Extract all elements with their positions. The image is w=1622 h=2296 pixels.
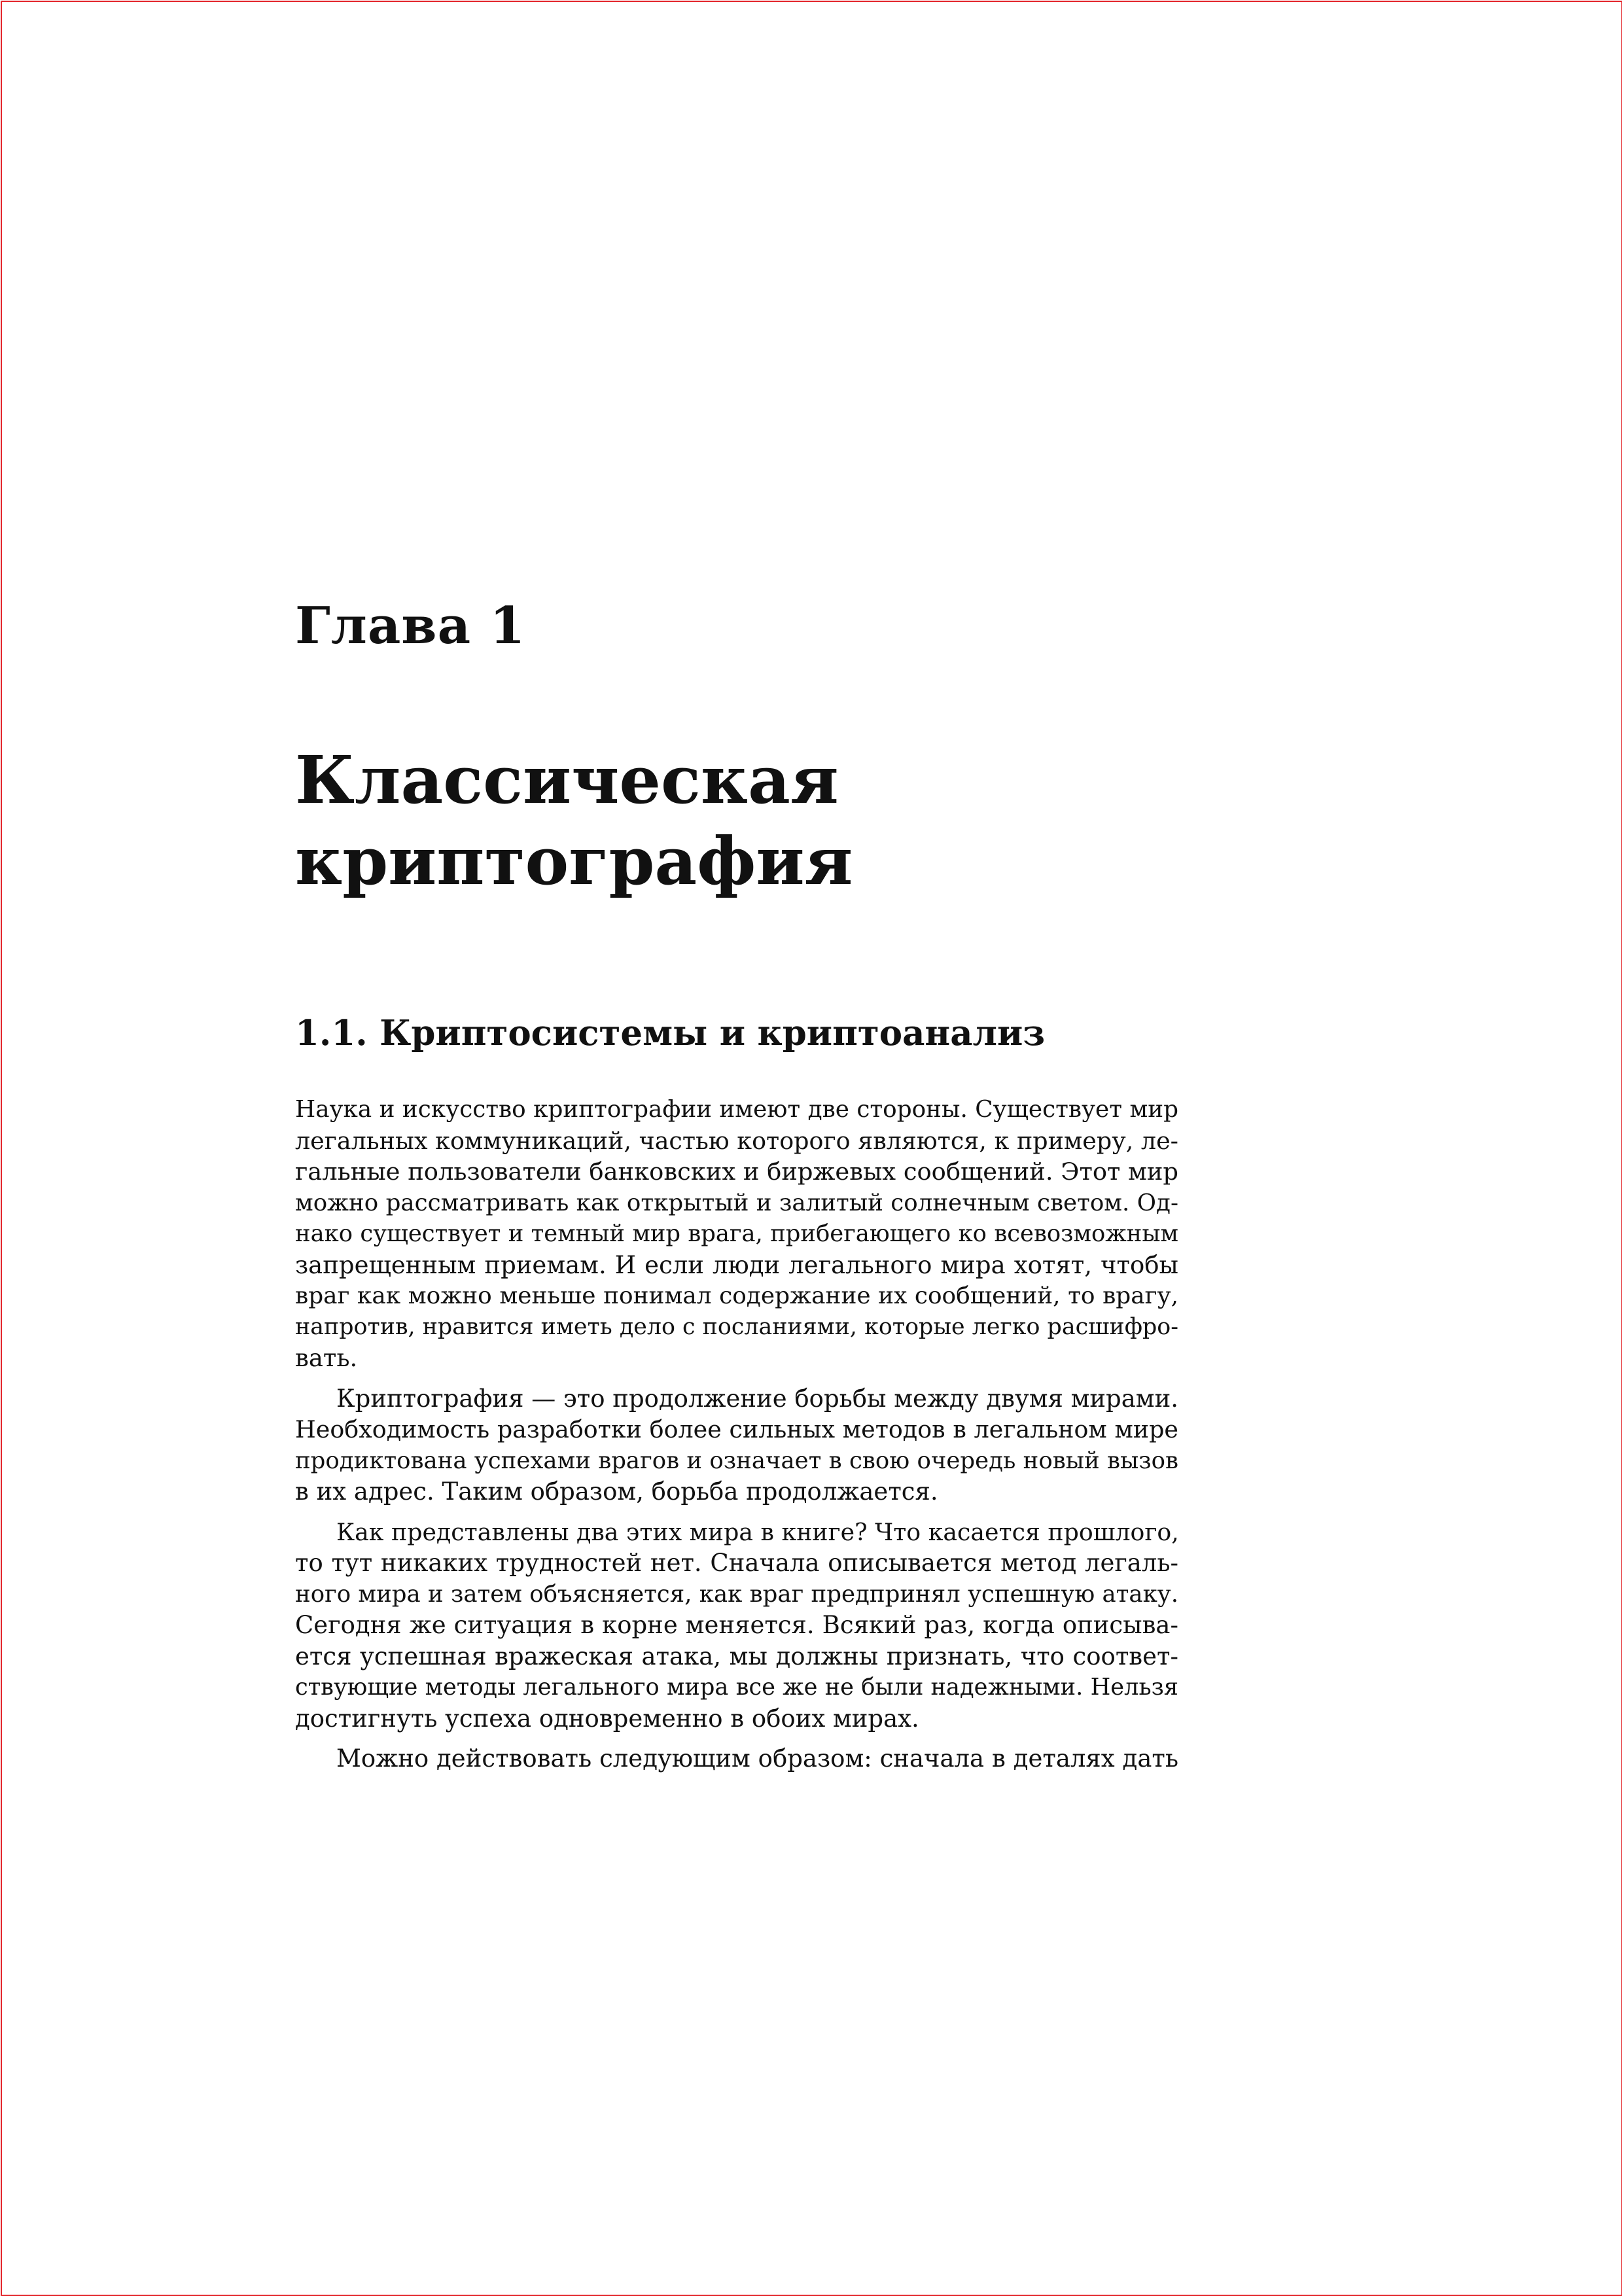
chapter-title-line: криптография (295, 822, 853, 900)
chapter-title (295, 739, 1178, 902)
paragraph (295, 1517, 1178, 1735)
text-line: достигнуть успеха одновременно в обоих мирах. (295, 1704, 919, 1733)
body-text (295, 1094, 1178, 1784)
text-line: Необходимость разработки более сильных методов в легальном мире (295, 1415, 1178, 1443)
text-line: Криптография — это продолжение борьбы между двумя мирами. (336, 1384, 1178, 1413)
paragraph (295, 1094, 1178, 1374)
text-line: враг как можно меньше понимал содержание их сообщений, то врагу, (295, 1282, 1178, 1309)
text-line: вать. (295, 1344, 358, 1372)
section-heading: 1.1. Криптосистемы и криптоанализ (295, 1013, 1046, 1053)
text-line: в их адрес. Таким образом, борьба продолжается. (295, 1477, 938, 1506)
text-line: можно рассматривать как открытый и залитый солнечным светом. Од- (295, 1189, 1178, 1216)
paragraph (295, 1383, 1178, 1508)
text-line: Наука и искусство криптографии имеют две стороны. Существует мир (295, 1096, 1178, 1123)
chapter-label: Глава 1 (295, 596, 526, 656)
text-line: ствующие методы легального мира все же не были надежными. Нельзя (295, 1674, 1178, 1701)
text-line: запрещенным приемам. И если люди легального мира хотят, чтобы (295, 1250, 1178, 1279)
text-line: Можно действовать следующим образом: сначала в деталях дать (336, 1744, 1178, 1773)
text-line: легальных коммуникаций, частью которого являются, к примеру, ле- (295, 1126, 1178, 1155)
paragraph (295, 1743, 1178, 1775)
text-line: ется успешная вражеская атака, мы должны признать, что соответ- (295, 1642, 1178, 1670)
chapter-title-line: Классическая (295, 741, 839, 819)
text-line: продиктована успехами врагов и означает в свою очередь новый вызов (295, 1447, 1178, 1474)
text-line: то тут никаких трудностей нет. Сначала описывается метод легаль- (295, 1549, 1178, 1577)
text-line: ного мира и затем объясняется, как враг предпринял успешную атаку. (295, 1580, 1178, 1608)
text-line: напротив, нравится иметь дело с посланиями, которые легко расшифро- (295, 1313, 1178, 1340)
text-line: нако существует и темный мир врага, прибегающего ко всевозможным (295, 1220, 1178, 1247)
text-line: гальные пользователи банковских и биржевых сообщений. Этот мир (295, 1157, 1178, 1186)
text-line: Как представлены два этих мира в книге? Что касается прошлого, (336, 1517, 1179, 1546)
text-line: Сегодня же ситуация в корне меняется. Всякий раз, когда описыва- (295, 1611, 1178, 1639)
